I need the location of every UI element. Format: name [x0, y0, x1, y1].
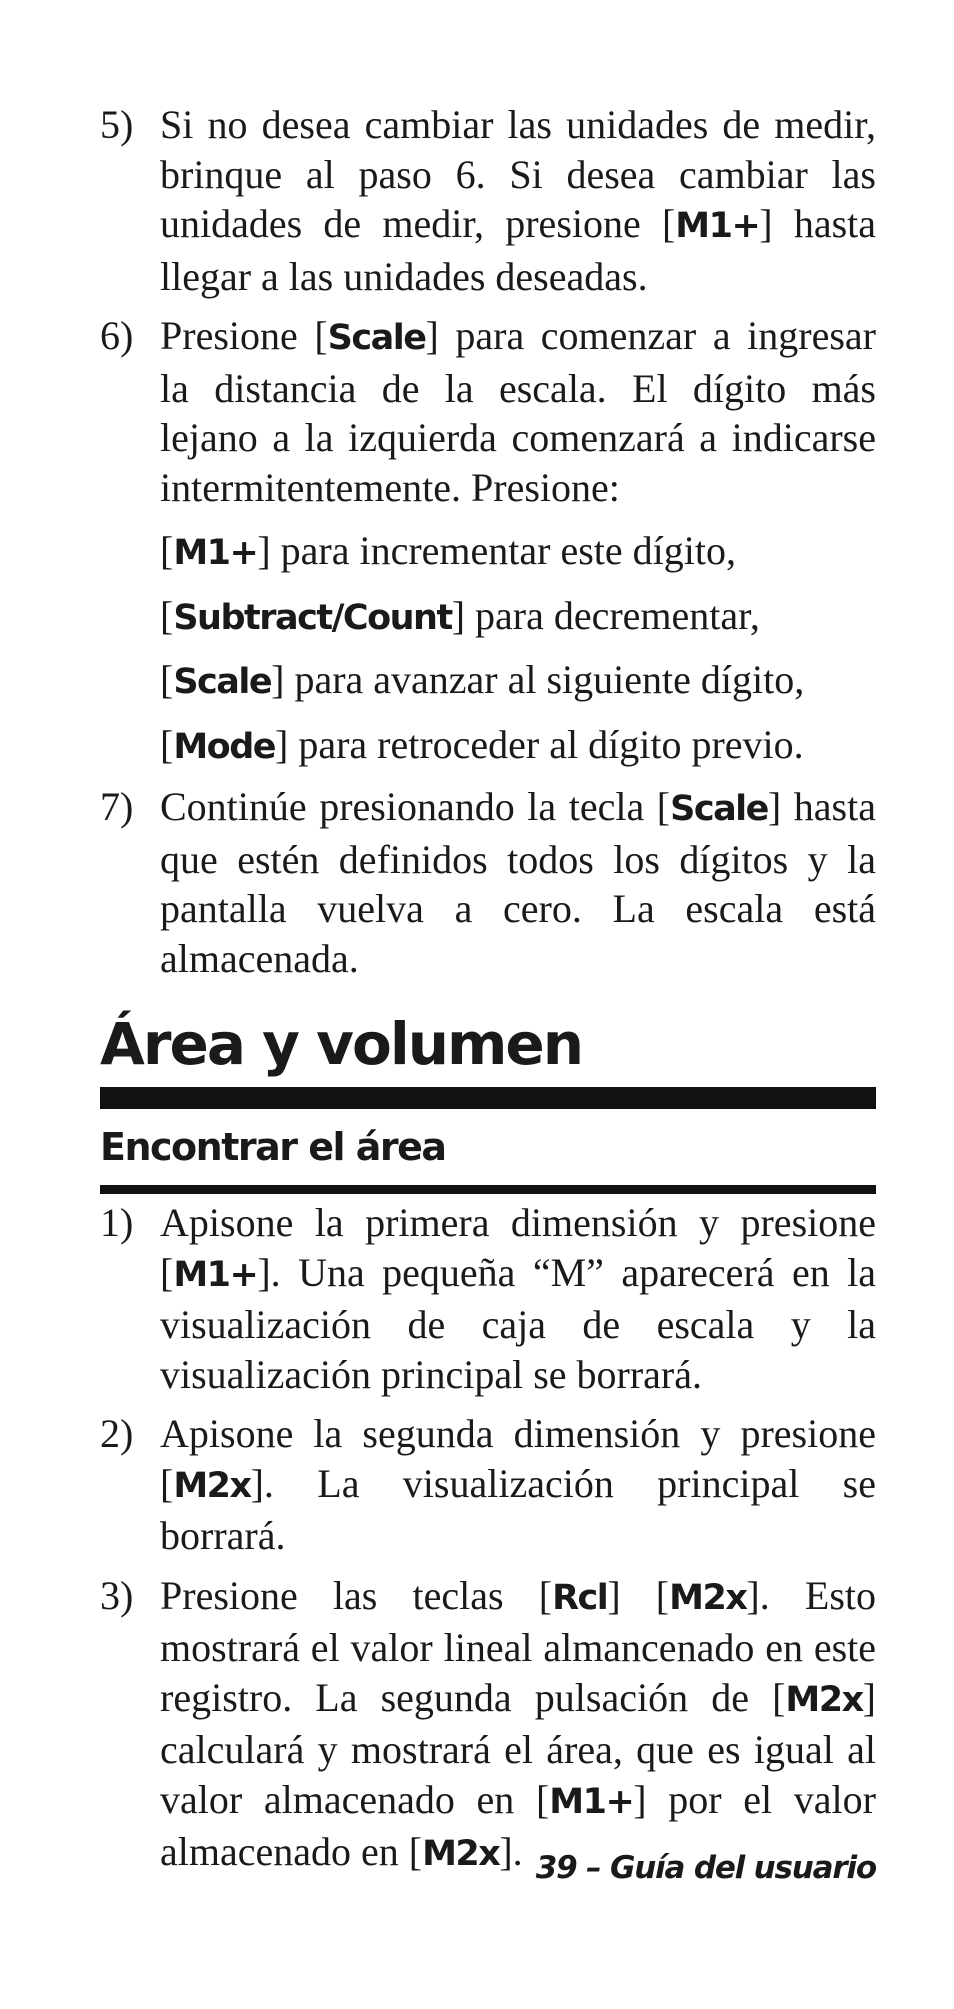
step-number: 6): [100, 313, 134, 358]
key-label-scale: Scale: [327, 318, 426, 358]
section-title: Área y volumen: [100, 1010, 583, 1078]
step-text: Presione [Scale] para comenzar a ingresar la distancia de la escala. El dígito más lejano a la izquierda comenzará a indicarse intermitentemente. Presione:: [160, 313, 877, 510]
key-label-m2x: M2x: [173, 1465, 251, 1506]
key-label-scale: Scale: [670, 789, 768, 829]
page-footer: 39 – Guía del usuario: [535, 1850, 876, 1886]
list-item-step-6: [100, 311, 876, 772]
key-label-m2x: M2x: [669, 1577, 747, 1618]
step-number: 7): [100, 784, 134, 829]
sub-instruction: [Mode] para retroceder al dígito previo.: [160, 721, 804, 767]
step-number: 2): [100, 1411, 134, 1456]
list-item-step-2: [100, 1409, 876, 1561]
step-text: Apisone la segunda dimensión y presione [M2x]. La visualización principal se borrará.: [160, 1411, 876, 1558]
key-label-m1plus: M1+: [173, 1254, 258, 1295]
step-text: Continúe presionando la tecla [Scale] hasta que estén definidos todos los dígitos y la pantalla vuelva a cero. La escala está almacenada.: [160, 784, 876, 981]
key-label-m1plus: M1+: [675, 206, 760, 246]
key-label-m1plus: M1+: [173, 533, 258, 573]
sub-instruction: [M1+] para incrementar este dígito,: [160, 528, 737, 573]
subsection-divider: [100, 1185, 876, 1194]
scale-steps-list: [100, 100, 876, 983]
step-text: Si no desea cambiar las unidades de medir, brinque al paso 6. Si desea cambiar las unidades de medir, presione [M1+] hasta llegar a las unidades deseadas.: [160, 102, 877, 299]
key-label-rcl: Rcl: [552, 1577, 608, 1618]
sub-instruction: [Scale] para avanzar al siguiente dígito,: [160, 657, 805, 702]
list-item-step-1: [100, 1198, 876, 1399]
key-label-scale: Scale: [173, 662, 272, 702]
step-number: 1): [100, 1200, 134, 1245]
key-label-m2x: M2x: [422, 1834, 500, 1874]
list-item-step-3: [100, 1571, 876, 1880]
key-label-m2x: M2x: [785, 1679, 863, 1720]
subsection-title: Encontrar el área: [100, 1125, 446, 1169]
manual-page: [100, 100, 876, 1890]
step-text: Apisone la primera dimensión y presione [M1+]. Una pequeña “M” aparecerá en la visualización de caja de escala y la visualización principal se borrará.: [160, 1200, 876, 1397]
key-label-mode: Mode: [173, 726, 275, 767]
area-steps-list: [100, 1198, 876, 1880]
step-number: 3): [100, 1572, 134, 1618]
key-label-subtract-count: Subtract/Count: [173, 597, 452, 638]
key-label-m1plus: M1+: [549, 1781, 634, 1822]
list-item-step-7: [100, 782, 876, 983]
step-text: Presione las teclas [Rcl] [M2x]. Esto mostrará el valor lineal almancenado en este registro. La segunda pulsación de [M2x] calculará y mostrará el área, que es igual al valor almacenado en [M1+] por el valor almacenado en [M2x].: [160, 1572, 877, 1874]
sub-instruction: [Subtract/Count] para decrementar,: [160, 592, 760, 638]
section-divider: [100, 1087, 876, 1109]
list-item-step-5: [100, 100, 876, 301]
step-number: 5): [100, 102, 134, 147]
